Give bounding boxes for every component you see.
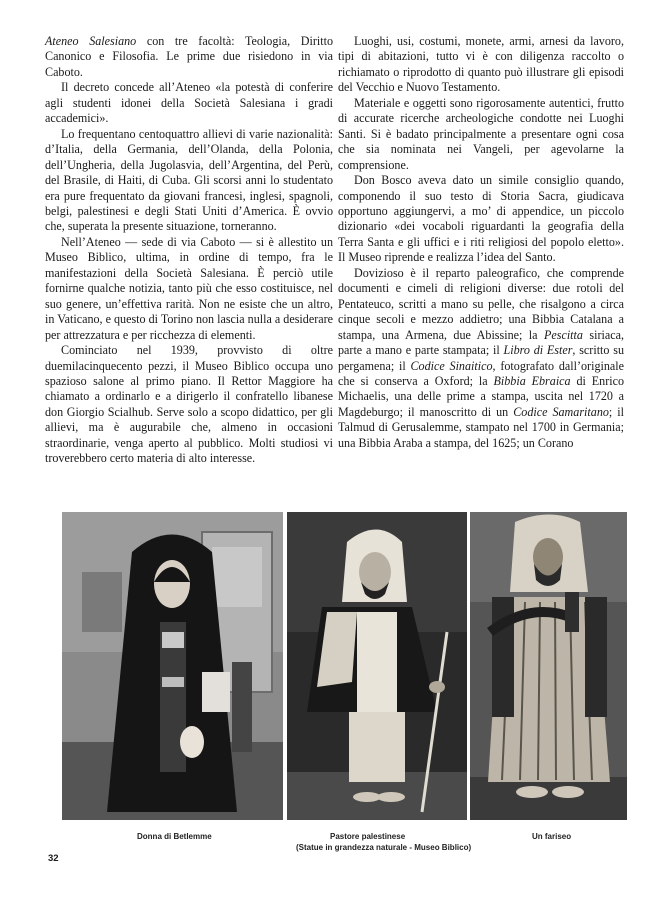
caption-photo-2-note: (Statue in grandezza naturale - Museo Biblico) <box>296 843 472 852</box>
paragraph: Il decreto concede all’Ateneo «la potestà di conferire agli studenti idonei della Società Salesiana i gradi accademici». <box>45 80 333 126</box>
paragraph: Luoghi, usi, costumi, monete, armi, arnesi da lavoro, tipi di abitazioni, tutto vi è con diligenza raccolto o richiamato o riprodotto di quanto può illustrare gli episodi del Vecchio e Nuovo Testamento. <box>338 34 624 95</box>
italic-term: Codice Sinaitico <box>410 358 493 373</box>
paragraph-text: Dovizioso è il reparto paleografico, che comprende documenti e cimeli di religioni diverse: due rotoli del Pentateuco, scritti a mano su pelle, che risalgono a circa cinque secoli e mezzo addietro; una Bibbia Catalana a stampa, una Armena, due Abissine; la <box>338 265 624 342</box>
paragraph: Don Bosco aveva dato un simile consiglio quando, componendo il suo testo di Storia Sacra, giudicava opportuno aggiungervi, a mo’ di appendice, un piccolo dizionario «dei vocaboli riguardanti la geografia della Terra Santa e gli uffici e i riti religiosi del popolo eletto». Il Museo riprende e realizza l’idea del Santo. <box>338 173 624 265</box>
paragraph-text: ; il Talmud di Gerusalemme, stampato nel 1700 in Germania; una Bibbia Araba a stampa, del 1625; un Corano <box>338 404 624 450</box>
paragraph <box>338 266 624 451</box>
paragraph-text: , fotografato dall’originale che si conserva a Oxford; la <box>338 358 624 388</box>
photo-pharisee-illustration <box>470 512 627 820</box>
caption-photo-3: Un fariseo <box>532 832 572 841</box>
left-text-column <box>45 34 333 467</box>
italic-term: Libro di Ester <box>503 343 573 358</box>
photo-woman-of-bethlehem <box>62 512 283 820</box>
caption-photo-1: Donna di Betlemme <box>137 832 212 841</box>
italic-term: Codice Samaritano <box>513 404 609 419</box>
paragraph <box>45 34 333 80</box>
italic-term: Ateneo Salesiano <box>45 34 137 48</box>
paragraph-text: di Enrico Michaelis, una delle prime a stampa, uscita nel 1720 a Magdeburgo; il manoscritto di un <box>338 373 624 419</box>
italic-term: Bibbia Ebraica <box>493 373 571 388</box>
right-text-column <box>338 34 624 451</box>
photo-woman-illustration <box>62 512 283 820</box>
italic-term: Pescitta <box>543 327 583 342</box>
paragraph: Nell’Ateneo — sede di via Caboto — si è allestito un Museo Biblico, ultima, in ordine di tempo, fra le manifestazioni della Società Salesiana. È perciò utile fornirne qualche notizia, tanto più che esso costituisce, nel suo genere, un’effettiva rarità. Non ne esiste che un altro, in Vaticano, e questo di Torino non lascia nulla a desiderare per attrezzatura e per ricchezza di elementi. <box>45 234 333 342</box>
paragraph: Materiale e oggetti sono rigorosamente autentici, frutto di accurate ricerche archeologiche condotte nei Luoghi Santi. Si è badato principalmente a presentare ogni cosa che sia nominata nei Vangeli, per agevolarne la comprensione. <box>338 95 624 172</box>
photo-pharisee <box>470 512 627 820</box>
paragraph: Cominciato nel 1939, provvisto di oltre duemilacinquecento pezzi, il Museo Biblico occupa uno spazioso salone al primo piano. Il Rettor Maggiore ha chiamato a ordinarlo e a dirigerlo il confratello libanese don Giorgio Scialhub. Serve solo a scopo didattico, per gli allievi, ma è augurabile che, almeno in occasioni straordinarie, venga aperto al pubblico. Molti studiosi vi troverebbero certo materia di alto interesse. <box>45 343 333 466</box>
photo-palestinian-shepherd <box>287 512 467 820</box>
caption-photo-2: Pastore palestinese <box>330 832 406 841</box>
photo-shepherd-illustration <box>287 512 467 820</box>
paragraph-text: con tre facoltà: Teologia, Diritto Canonico e Filosofia. Le prime due risiedono in via Caboto. <box>45 34 333 79</box>
paragraph-text: , scritto su pergamena; il <box>338 343 624 373</box>
page-number: 32 <box>48 853 59 864</box>
paragraph-text: siriaca, parte a mano e parte stampata; il <box>338 327 624 358</box>
paragraph: Lo frequentano centoquattro allievi di varie nazionalità: d’Italia, della Germania, dell’Olanda, della Polonia, dell’Ungheria, della Jugolasvia, dell’Argentina, del Perù, del Brasile, di Haiti, di Cuba. Gli scorsi anni lo studentato era pure frequentato da giovani francesi, inglesi, spagnoli, belgi, palestinesi e degli Stati Uniti d’America. È ovvio che, superata la presente situazione, torneranno. <box>45 126 333 234</box>
